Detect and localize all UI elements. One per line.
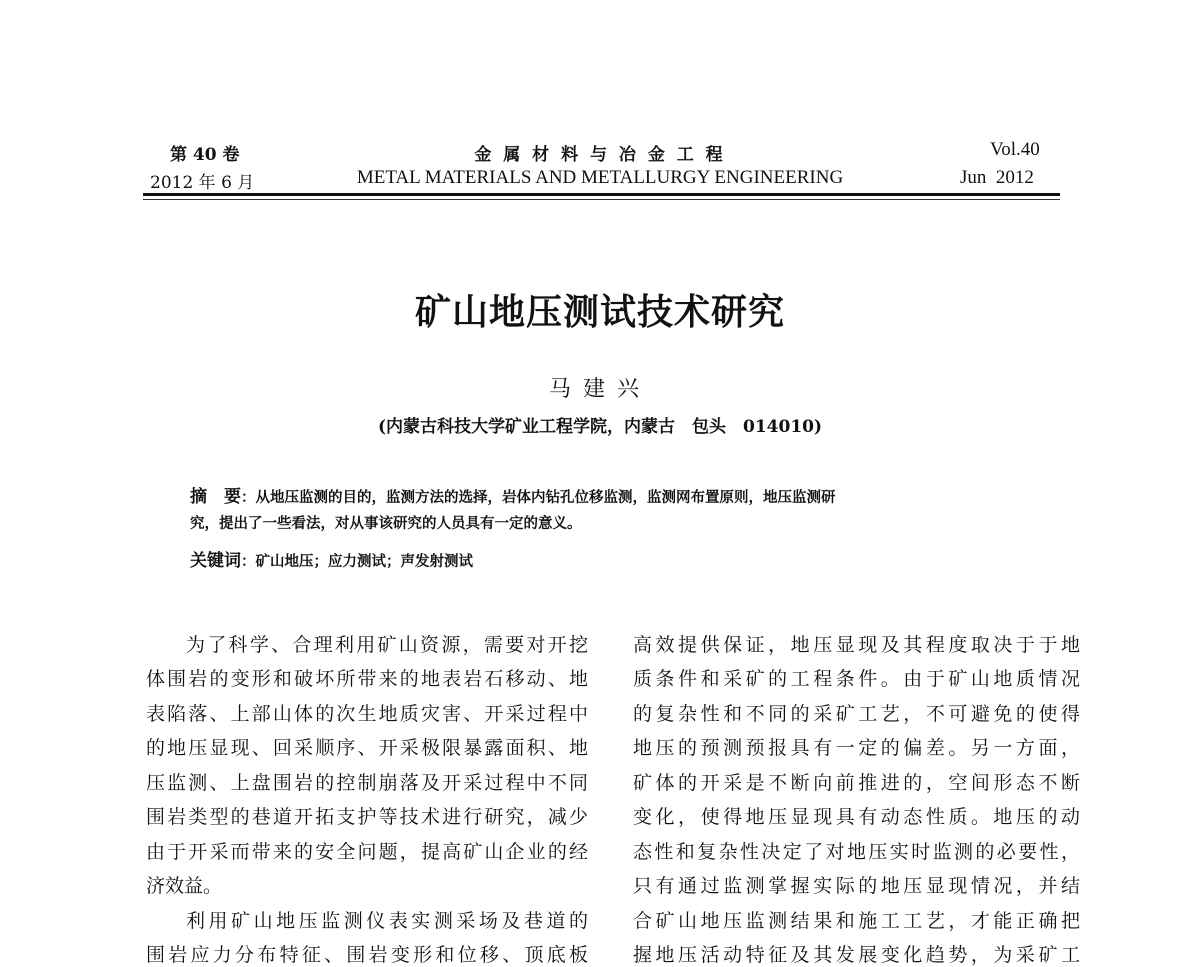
paper-title: 矿山地压测试技术研究 — [414, 292, 785, 333]
paragraph-line: 只有通过监测掌握实际的地压显现情况，并结 — [633, 875, 1080, 897]
paragraph-line: 表陷落、上部山体的次生地质灾害、开采过程中 — [146, 703, 588, 725]
author: 马建兴 — [548, 377, 651, 402]
journal-title-en: METAL MATERIALS AND METALLURGY ENGINEERING — [356, 167, 844, 188]
abstract-line-2: 究，提出了一些看法，对从事该研究的人员具有一定的意义。 — [190, 516, 582, 532]
header-rule-thin — [143, 199, 1060, 200]
paragraph-line: 由于开采而带来的安全问题，提高矿山企业的经 — [146, 841, 588, 863]
paragraph-line: 的复杂性和不同的采矿工艺，不可避免的使得 — [633, 703, 1080, 725]
affiliation: (内蒙古科技大学矿业工程学院，内蒙古 包头 014010) — [377, 417, 823, 437]
header-rule — [143, 193, 1060, 196]
paragraph-line: 态性和复杂性决定了对地压实时监测的必要性， — [633, 841, 1080, 863]
abstract-line-1 — [190, 482, 836, 507]
paragraph-line: 变化，使得地压显现具有动态性质。地压的动 — [633, 806, 1080, 828]
keywords — [190, 546, 473, 571]
paragraph-line: 体围岩的变形和破坏所带来的地表岩石移动、地 — [146, 668, 588, 690]
paragraph-line: 握地压活动特征及其发展变化趋势，为采矿工 — [633, 944, 1080, 966]
keywords-label: 关键词 — [190, 551, 241, 571]
date-en: Jun 2012 — [960, 167, 1034, 188]
volume-cn: 第 40 卷 — [170, 145, 240, 165]
paragraph-line: 利用矿山地压监测仪表实测采场及巷道的 — [186, 910, 588, 932]
paragraph-line: 为了科学、合理利用矿山资源，需要对开挖 — [186, 634, 588, 656]
paragraph-line: 围岩类型的巷道开拓支护等技术进行研究，减少 — [146, 806, 588, 828]
volume-en: Vol.40 — [990, 139, 1040, 160]
paragraph-line: 高效提供保证，地压显现及其程度取决于于地 — [633, 634, 1080, 656]
paragraph-line: 合矿山地压监测结果和施工工艺，才能正确把 — [633, 910, 1080, 932]
abstract-text: ：从地压监测的目的，监测方法的选择，岩体内钻孔位移监测，监测网布置原则，地压监测研 — [241, 490, 836, 506]
abstract-label: 摘 要 — [190, 487, 241, 507]
paragraph-line: 济效益。 — [146, 875, 223, 897]
paragraph-line: 矿体的开采是不断向前推进的，空间形态不断 — [633, 772, 1080, 794]
keywords-text: ：矿山地压；应力测试；声发射测试 — [241, 554, 473, 570]
journal-title-cn: 金 属 材 料 与 冶 金 工 程 — [474, 145, 726, 165]
date-cn: 2012 年 6 月 — [150, 173, 255, 193]
paragraph-line: 地压的预测预报具有一定的偏差。另一方面， — [633, 737, 1080, 759]
paragraph-line: 压监测、上盘围岩的控制崩落及开采过程中不同 — [146, 772, 588, 794]
paragraph-line: 围岩应力分布特征、围岩变形和位移、顶底板 — [146, 944, 588, 966]
paragraph-line: 的地压显现、回采顺序、开采极限暴露面积、地 — [146, 737, 588, 759]
paragraph-line: 质条件和采矿的工程条件。由于矿山地质情况 — [633, 668, 1080, 690]
